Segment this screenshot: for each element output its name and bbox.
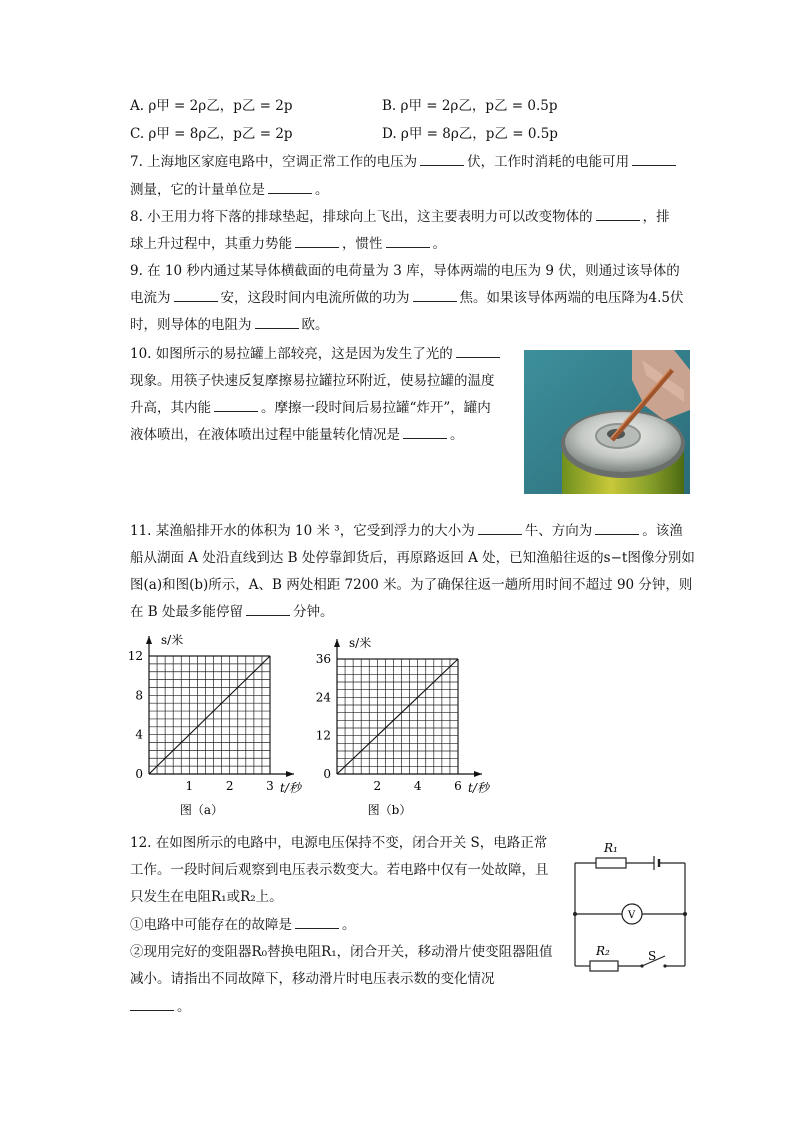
answer-blank [386,235,430,248]
figure-caption: 图（b） [367,803,412,817]
question-12-line-1: 12. 在如图所示的电路中，电源电压保持不变，闭合开关 S，电路正常 [130,835,548,851]
answer-blank [456,345,500,358]
q11-text-e: 分钟。 [293,604,334,620]
option-c: C. ρ甲 = 8ρ乙，p乙 = 2p [130,126,293,142]
q7-text-a: 7. 上海地区家庭电路中，空调正常工作的电压为 [130,154,418,170]
answer-blank [413,289,457,302]
x-axis-label: t/秒 [468,781,489,795]
q10-text-d: 液体喷出，在液体喷出过程中能量转化情况是 [130,427,400,443]
q10-text-b: 升高，其内能 [130,400,211,416]
option-d: D. ρ甲 = 8ρ乙，p乙 = 0.5p [382,126,558,142]
y-tick-label: 12 [315,728,331,743]
q8-text-a: 8. 小王用力将下落的排球垫起，排球向上飞出，这主要表明力可以改变物体的 [130,209,593,225]
answer-blank [632,153,676,166]
x-axis-arrow [474,771,482,777]
answer-blank [420,153,464,166]
st-graph-b [315,630,505,830]
q7-text-d: 。 [315,182,329,198]
circuit-diagram [570,838,695,978]
question-12-line-3: 只发生在电阻R₁或R₂上。 [130,889,283,905]
x-tick-label: 2 [225,779,234,793]
s-label: S [648,949,657,963]
answer-blank [130,998,174,1011]
question-9-line-3 [130,316,329,334]
question-12-line-6: 减小。请指出不同故障下，移动滑片时电压表示数的变化情况 [130,971,495,987]
option-a: A. ρ甲 = 2ρ乙，p乙 = 2p [130,98,293,114]
origin-label: 0 [135,767,143,781]
question-7-line-1 [130,153,679,171]
v-label: V [628,910,636,921]
q9-text-a: 电流为 [130,290,171,306]
can-photo [524,350,690,494]
answer-blank [478,522,522,535]
q12-text-a: ①电路中可能存在的故障是 [130,917,292,933]
question-10-line-3 [130,399,491,417]
question-8-line-2 [130,235,446,253]
x-axis-label: t/秒 [280,781,301,795]
q8-text-b: ，排 [642,209,670,225]
x-tick-label: 3 [266,779,274,793]
q7-text-c: 测量，它的计量单位是 [130,182,265,198]
q10-text-a: 10. 如图所示的易拉罐上部较亮，这是因为发生了光的 [130,346,453,362]
y-tick-label: 24 [315,690,331,705]
q9-text-c: 焦。如果该导体两端的电压降为4.5伏 [459,290,684,306]
q9-text-b: 安，这段时间内电流所做的功为 [220,290,410,306]
q10-text-e: 。 [450,427,464,443]
y-tick-label: 4 [135,727,143,742]
q11-text-d: 在 B 处最多能停留 [130,604,244,620]
question-12-line-2: 工作。一段时间后观察到电压表示数变大。若电路中仅有一处故障，且 [130,862,549,878]
data-line [149,656,270,774]
question-12-line-5: ②现用完好的变阻器R₀替换电阻R₁，闭合开关，移动滑片使变阻器阻值 [130,944,553,960]
answer-blank [403,426,447,439]
q11-text-b: 牛、方向为 [524,523,593,539]
y-axis-label: s/米 [161,633,184,647]
question-11-line-3: 图(a)和图(b)所示，A、B 两处相距 7200 米。为了确保往返一趟所用时间不超过 90 分钟，则 [130,577,693,593]
figure-caption: 图（a） [179,803,224,817]
question-11-line-2: 船从湖面 A 处沿直线到达 B 处停靠卸货后，再原路返回 A 处，已知渔船往返的s−t图像分别如 [130,550,695,566]
y-axis-label: s/米 [349,636,372,650]
answer-blank [596,208,640,221]
q12-text-c: 。 [177,999,191,1015]
origin-label: 0 [323,767,331,781]
y-tick-label: 12 [127,649,143,663]
q8-text-c: 球上升过程中，其重力势能 [130,236,292,252]
question-9-line-1: 9. 在 10 秒内通过某导体横截面的电荷量为 3 库，导体两端的电压为 9 伏，则通过该导体的 [130,263,680,279]
question-10-line-1 [130,345,503,363]
y-tick-label: 8 [135,688,143,703]
resistor-r1 [596,858,626,868]
question-11-line-1 [130,522,683,540]
q8-text-e: 。 [432,236,446,252]
y-tick-label: 36 [315,652,331,666]
q11-text-a: 11. 某渔船排开水的体积为 10 米 ³，它受到浮力的大小为 [130,523,475,539]
r1-label: R₁ [604,841,618,855]
q11-text-c: 。该渔 [642,523,683,539]
q7-text-b: 伏，工作时消耗的电能可用 [467,154,630,170]
answer-blank [214,399,258,412]
q12-text-b: 。 [342,917,356,933]
answer-blank [174,289,218,302]
y-axis-arrow [146,636,152,644]
question-10-line-4 [130,426,464,444]
option-b: B. ρ甲 = 2ρ乙，p乙 = 0.5p [382,98,558,114]
x-tick-label: 6 [454,779,462,793]
st-graph-a [125,630,305,830]
r2-label: R₂ [596,944,610,958]
q9-text-d: 时，则导体的电阻为 [130,317,252,333]
x-tick-label: 2 [373,779,382,793]
q9-text-e: 欧。 [301,317,329,333]
can-illustration [524,350,690,494]
answer-blank [295,235,339,248]
x-tick-label: 1 [185,779,194,793]
answer-blank [595,522,639,535]
x-tick-label: 4 [413,779,422,793]
answer-blank [295,916,339,929]
resistor-r2 [590,961,618,971]
question-12-line-7 [130,998,191,1016]
q10-text-c: 。摩擦一段时间后易拉罐“炸开”，罐内 [261,400,491,416]
question-7-line-2 [130,181,329,199]
q8-text-d: ，惯性 [342,236,383,252]
question-10-line-2: 现象。用筷子快速反复摩擦易拉罐拉环附近，使易拉罐的温度 [130,373,495,389]
question-12-line-4 [130,916,356,934]
x-axis-arrow [286,771,294,777]
answer-blank [246,603,290,616]
question-9-line-2 [130,289,683,307]
question-11-line-4 [130,603,334,621]
answer-blank [268,181,312,194]
data-line [337,659,458,774]
question-8-line-1 [130,208,670,226]
answer-blank [255,316,299,329]
y-axis-arrow [334,639,340,647]
